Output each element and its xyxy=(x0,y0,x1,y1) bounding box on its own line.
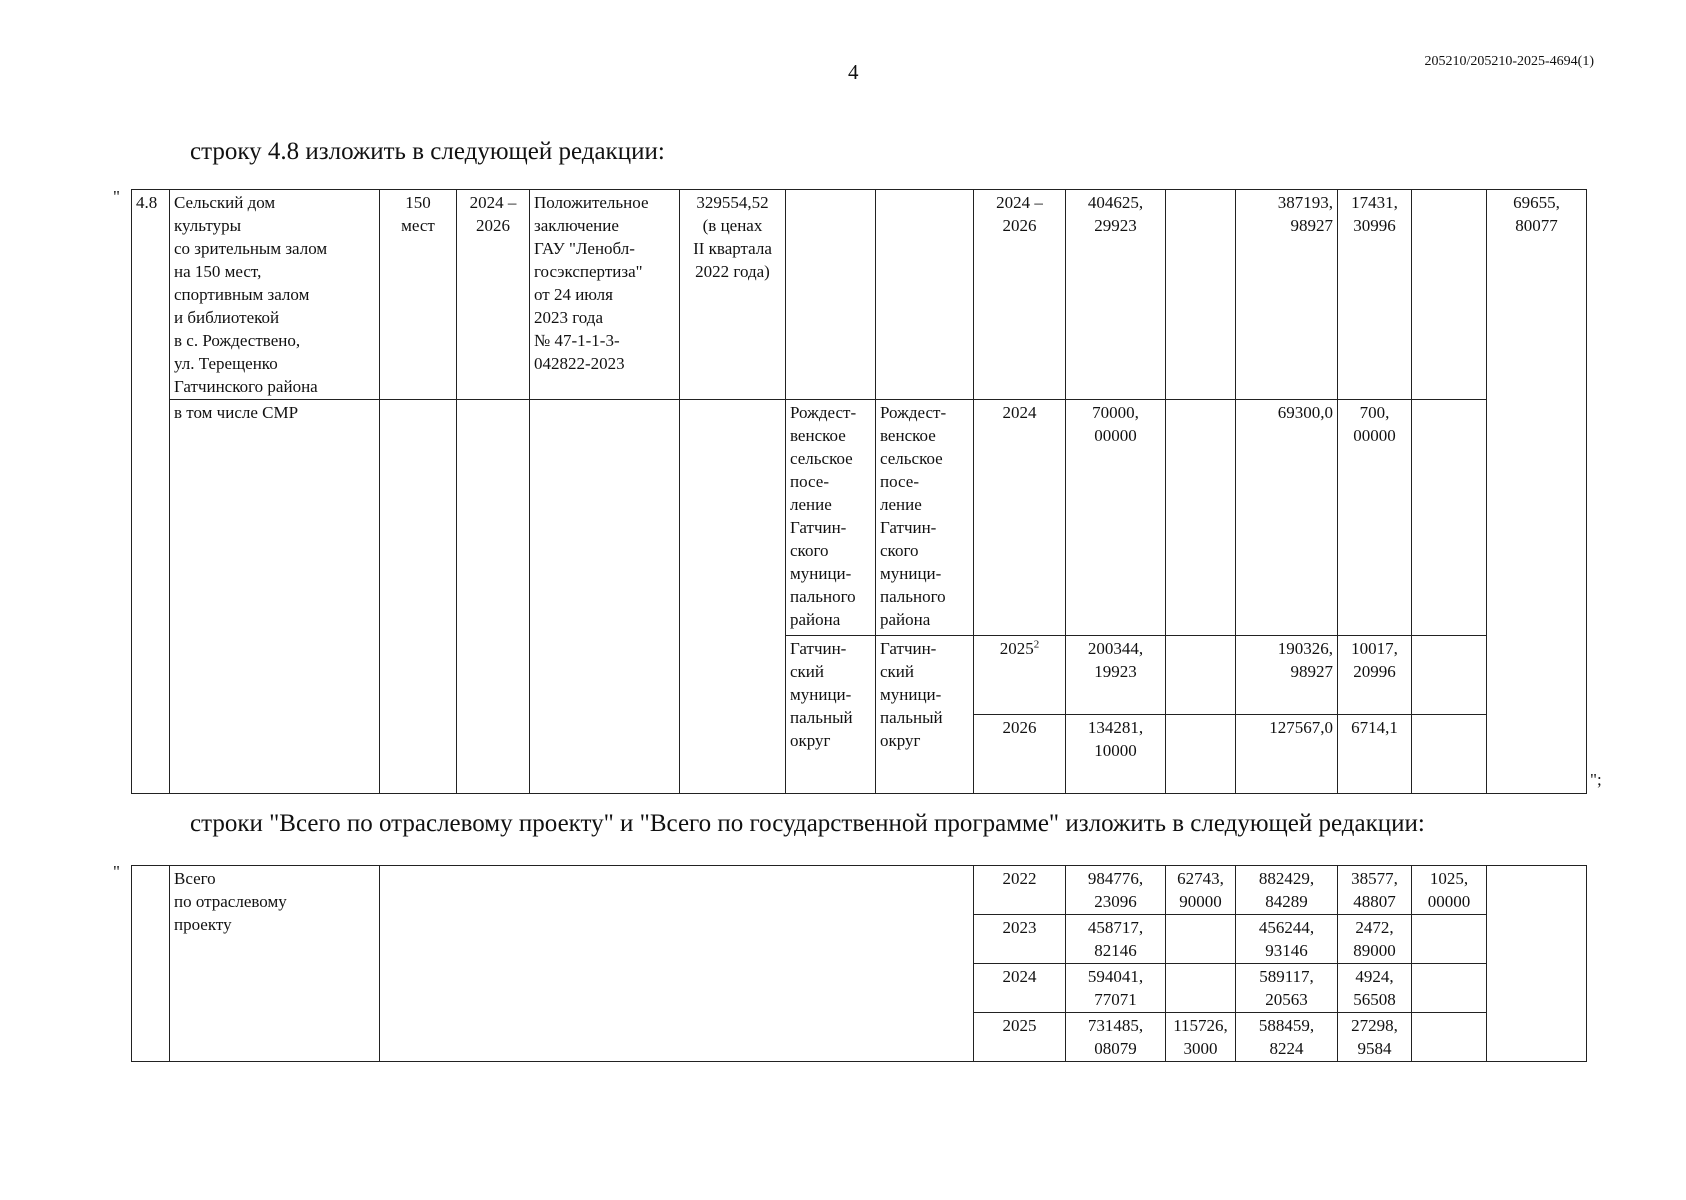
regional: 387193, 98927 xyxy=(1236,190,1338,400)
total: 731485, 08079 xyxy=(1066,1013,1166,1062)
local: 27298, 9584 xyxy=(1338,1013,1412,1062)
table-row xyxy=(132,866,1587,915)
row-number-cont xyxy=(132,400,170,794)
empty-cell xyxy=(380,866,974,1062)
year: 2022 xyxy=(974,866,1066,915)
totals-table xyxy=(131,865,1587,1062)
year: 2024 xyxy=(974,964,1066,1013)
customer: Гатчин- ский муници- пальный округ xyxy=(786,636,876,794)
regional: 456244, 93146 xyxy=(1236,915,1338,964)
capacity: 150 мест xyxy=(380,190,457,400)
customer: Рождест- венское сельское посе- ление Гатчин- ского муници- пального района xyxy=(786,400,876,636)
regional: 882429, 84289 xyxy=(1236,866,1338,915)
period: 2024 – 2026 xyxy=(457,190,530,400)
regional: 127567,0 xyxy=(1236,715,1338,794)
local: 2472, 89000 xyxy=(1338,915,1412,964)
federal-cell xyxy=(1166,636,1236,715)
local: 6714,1 xyxy=(1338,715,1412,794)
expertise: Положительное заключение ГАУ "Ленобл- госэкспертиза" от 24 июля 2023 года № 47-1-1-3- 042822-2023 xyxy=(530,190,680,400)
recipient-cell xyxy=(876,190,974,400)
other-cell xyxy=(1412,636,1487,715)
year-value: 2025 xyxy=(999,639,1034,658)
local: 700, 00000 xyxy=(1338,400,1412,636)
total: 458717, 82146 xyxy=(1066,915,1166,964)
local: 17431, 30996 xyxy=(1338,190,1412,400)
total: 594041, 77071 xyxy=(1066,964,1166,1013)
row-4-8-table xyxy=(131,189,1587,794)
last-value: 69655, 80077 xyxy=(1487,190,1587,400)
total: 134281, 10000 xyxy=(1066,715,1166,794)
object-name: Сельский дом культуры со зрительным залом на 150 мест, спортивным залом и библиотекой в с. Рождествено, ул. Терещенко Гатчинского района xyxy=(170,190,380,400)
empty-cell xyxy=(530,400,680,794)
local: 38577, 48807 xyxy=(1338,866,1412,915)
total-label: Всего по отраслевому проекту xyxy=(170,866,380,1062)
empty-cell xyxy=(680,400,786,794)
section2-heading: строки "Всего по отраслевому проекту" и "Всего по государственной программе" изложить в следующей редакции: xyxy=(190,810,1425,837)
customer-cell xyxy=(786,190,876,400)
total: 404625, 29923 xyxy=(1066,190,1166,400)
year: 2025 xyxy=(974,1013,1066,1062)
table-row xyxy=(132,400,1587,636)
year: 2026 xyxy=(974,715,1066,794)
year xyxy=(974,636,1066,715)
federal: 115726, 3000 xyxy=(1166,1013,1236,1062)
empty-cell xyxy=(457,400,530,794)
empty-cell xyxy=(380,400,457,794)
total: 70000, 00000 xyxy=(1066,400,1166,636)
regional: 588459, 8224 xyxy=(1236,1013,1338,1062)
row-number: 4.8 xyxy=(132,190,170,400)
page-number: 4 xyxy=(848,60,859,84)
total: 984776, 23096 xyxy=(1066,866,1166,915)
close-quote-1: "; xyxy=(1590,770,1602,789)
section1-heading: строку 4.8 изложить в следующей редакции: xyxy=(190,138,665,165)
year: 2023 xyxy=(974,915,1066,964)
federal xyxy=(1166,964,1236,1013)
year: 2024 xyxy=(974,400,1066,636)
other xyxy=(1412,1013,1487,1062)
open-quote-2: " xyxy=(113,862,120,881)
regional: 190326, 98927 xyxy=(1236,636,1338,715)
estimate: 329554,52 (в ценах II квартала 2022 года) xyxy=(680,190,786,400)
table-row xyxy=(132,190,1587,400)
year: 2024 – 2026 xyxy=(974,190,1066,400)
empty-cell xyxy=(1487,866,1587,1062)
other: 1025, 00000 xyxy=(1412,866,1487,915)
total: 200344, 19923 xyxy=(1066,636,1166,715)
totals-body xyxy=(132,866,1587,1062)
local: 10017, 20996 xyxy=(1338,636,1412,715)
federal-cell xyxy=(1166,400,1236,636)
recipient: Гатчин- ский муници- пальный округ xyxy=(876,636,974,794)
other xyxy=(1412,964,1487,1013)
federal xyxy=(1166,915,1236,964)
federal: 62743, 90000 xyxy=(1166,866,1236,915)
other xyxy=(1412,915,1487,964)
recipient: Рождест- венское сельское посе- ление Гатчин- ского муници- пального района xyxy=(876,400,974,636)
document-id: 205210/205210-2025-4694(1) xyxy=(1424,54,1594,69)
federal-cell xyxy=(1166,190,1236,400)
other-cell xyxy=(1412,190,1487,400)
open-quote-1: " xyxy=(113,187,120,206)
empty-cell xyxy=(132,866,170,1062)
local: 4924, 56508 xyxy=(1338,964,1412,1013)
regional: 69300,0 xyxy=(1236,400,1338,636)
footnote-mark: 2 xyxy=(1033,638,1040,651)
federal-cell xyxy=(1166,715,1236,794)
smr-label: в том числе СМР xyxy=(170,400,380,794)
regional: 589117, 20563 xyxy=(1236,964,1338,1013)
last-value-cont xyxy=(1487,400,1587,794)
other-cell xyxy=(1412,400,1487,636)
other-cell xyxy=(1412,715,1487,794)
